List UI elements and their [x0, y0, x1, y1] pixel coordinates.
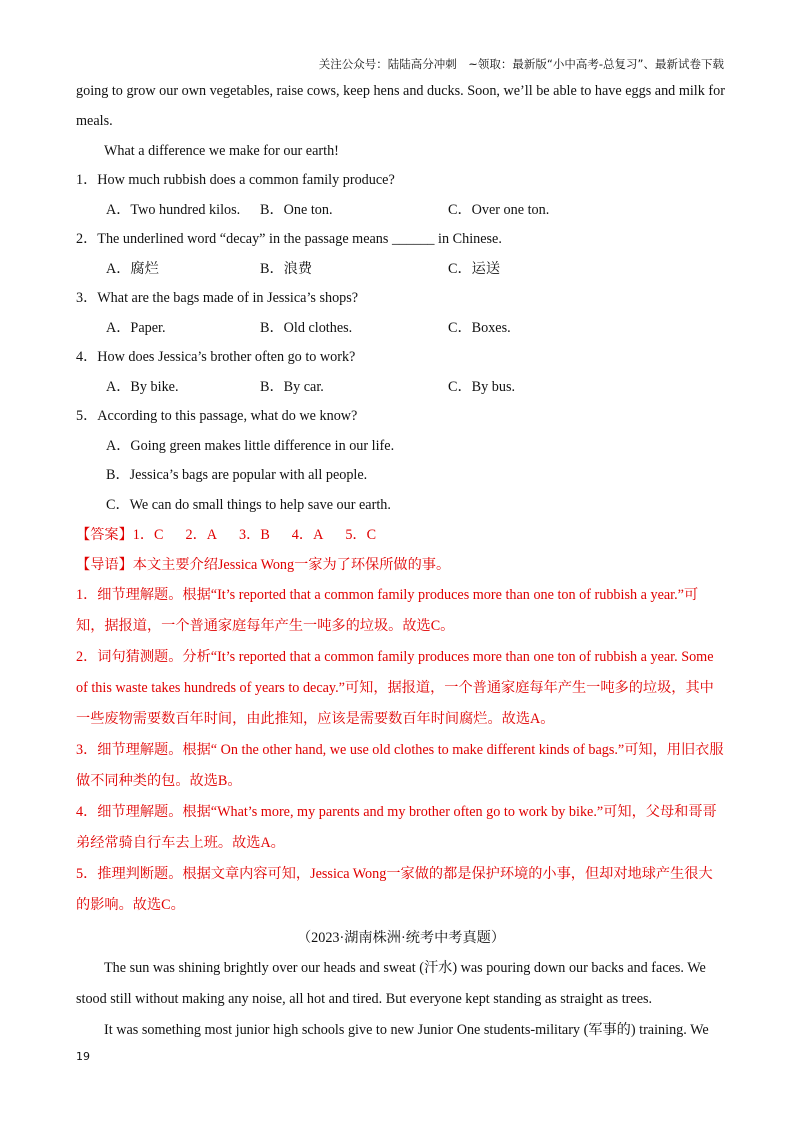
option-c: C．We can do small things to help save our earth.: [106, 496, 391, 513]
answer-value: 5．C: [345, 527, 377, 543]
passage-paragraph: The sun was shining brightly over our heads and sweat (汗水) was pouring down our backs and faces. We stood still without making any noise, all hot and tired. But everyone kept standing as straight as trees.: [76, 960, 706, 1007]
option-b: B．By car.: [260, 378, 324, 395]
option-a: A．Paper.: [106, 319, 166, 336]
guide-text: 【导语】本文主要介绍Jessica Wong一家为了环保所做的事。: [76, 557, 451, 573]
option-c: C．Over one ton.: [448, 201, 550, 218]
question-stem: 3．What are the bags made of in Jessica’s shops?: [76, 290, 359, 306]
option-a: A．Two hundred kilos.: [106, 201, 241, 218]
source-title: （2023·湖南株洲·统考中考真题）: [296, 930, 506, 946]
question-options: [76, 373, 726, 403]
question-stem: 5．According to this passage, what do we know?: [76, 408, 358, 424]
answer-value: 2．A: [185, 527, 218, 543]
question-options: [76, 255, 726, 285]
explanation-2: 2．词句猜测题。分析“It’s reported that a common family produces more than one ton of rubbish a year. Some of this waste takes hundreds of years to decay.”可知，据报道，一个普通家庭每年产生一吨多的垃圾，其中一些废物需要数百年时间，由此推知，应该是需要数百年时间腐烂。故选A。: [76, 649, 714, 727]
option-b: B．Old clothes.: [260, 319, 353, 336]
question-stem: 2．The underlined word “decay” in the passage means ______ in Chinese.: [76, 231, 502, 247]
question-stem: 4．How does Jessica’s brother often go to work?: [76, 349, 356, 365]
option-a: A．Going green makes little difference in our life.: [106, 437, 395, 454]
question-options: [76, 314, 726, 344]
question-3: [76, 284, 726, 343]
option-b: B．浪费: [260, 260, 313, 277]
explanation-1: 1．细节理解题。根据“It’s reported that a common family produces more than one ton of rubbish a year.”可知，据报道，一个普通家庭每年产生一吨多的垃圾。故选C。: [76, 587, 699, 634]
passage-paragraph: What a difference we make for our earth!: [104, 143, 339, 159]
passage-paragraph: going to grow our own vegetables, raise cows, keep hens and ducks. Soon, we’ll be able to have eggs and milk for meals.: [76, 83, 725, 129]
explanation-5: 5．推理判断题。根据文章内容可知，Jessica Wong一家做的都是保护环境的小事，但却对地球产生很大的影响。故选C。: [76, 866, 713, 913]
option-b: B．Jessica’s bags are popular with all people.: [106, 467, 368, 483]
question-5: [76, 402, 726, 520]
answer-value: 1．C: [132, 527, 164, 543]
page-number: 19: [76, 1050, 90, 1063]
answer-key: [76, 520, 726, 550]
option-a: A．腐烂: [106, 260, 159, 277]
option-b: B．One ton.: [260, 201, 333, 218]
question-2: [76, 225, 726, 284]
question-4: [76, 343, 726, 402]
document-body: [76, 76, 726, 1046]
option-c: C．运送: [448, 260, 501, 277]
question-stem: 1．How much rubbish does a common family produce?: [76, 172, 395, 188]
page-header-banner: 关注公众号：陆陆高分冲刺 ~领取：最新版“小中高考-总复习”、最新试卷下载: [318, 57, 724, 71]
question-1: [76, 166, 726, 225]
option-c: C．Boxes.: [448, 319, 511, 336]
answer-label: 【答案】: [76, 527, 133, 543]
option-a: A．By bike.: [106, 378, 179, 395]
option-c: C．By bus.: [448, 378, 516, 395]
explanation-3: 3．细节理解题。根据“ On the other hand, we use old clothes to make different kinds of bags.”可知，用旧衣服做不同种类的包。故选B。: [76, 742, 724, 789]
question-options: [76, 196, 726, 226]
answer-value: 3．B: [239, 527, 270, 543]
explanation-4: 4．细节理解题。根据“What’s more, my parents and my brother often go to work by bike.”可知，父母和哥哥弟经常骑自行车去上班。故选A。: [76, 804, 717, 851]
answer-value: 4．A: [291, 527, 324, 543]
passage-paragraph: It was something most junior high schools give to new Junior One students-military (军事的) training. We: [104, 1022, 709, 1038]
